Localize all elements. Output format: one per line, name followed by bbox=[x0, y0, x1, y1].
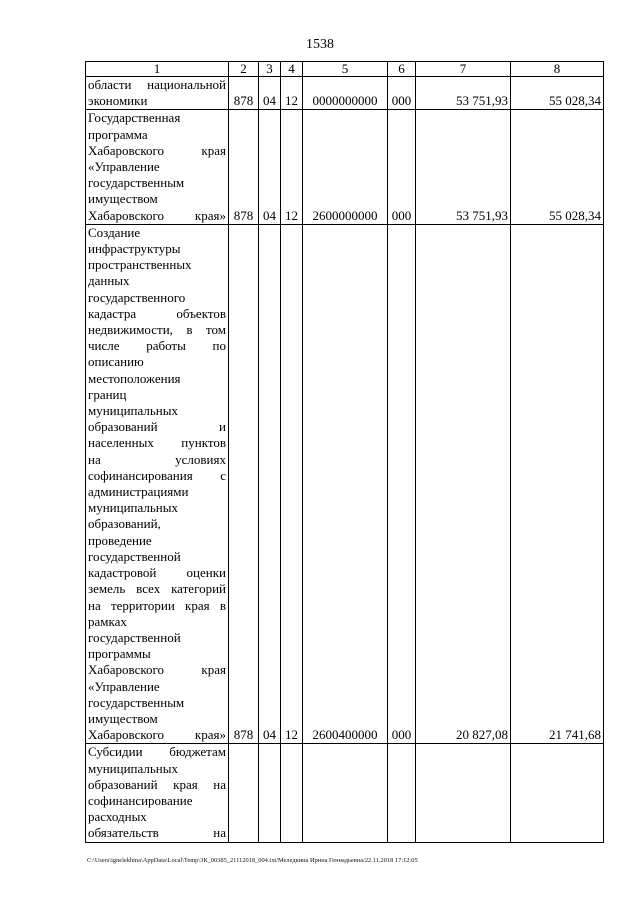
row-amount-year1: 53 751,93 bbox=[416, 110, 511, 224]
description-line: инфраструктуры bbox=[88, 241, 181, 257]
row-code-target: 0000000000 bbox=[303, 77, 388, 110]
description-line: на территории края в bbox=[88, 597, 226, 613]
description-line: муниципальных bbox=[88, 760, 179, 776]
description-line: числе работы по bbox=[88, 338, 226, 354]
row-description bbox=[86, 77, 229, 110]
description-line: местоположения bbox=[88, 370, 181, 386]
header-cell-1: 1 bbox=[86, 62, 229, 77]
header-cell-3: 3 bbox=[259, 62, 281, 77]
row-code-admin: 878 bbox=[229, 110, 259, 224]
description-line: на условиях bbox=[88, 451, 226, 467]
row-code-expense-type: 000 bbox=[388, 77, 416, 110]
description-line: государственной bbox=[88, 629, 181, 645]
table-header-row bbox=[86, 62, 604, 77]
description-line: «Управление bbox=[88, 159, 160, 175]
row-code-subsection: 12 bbox=[281, 110, 303, 224]
description-line: программа bbox=[88, 126, 148, 142]
row-description bbox=[86, 110, 229, 224]
description-line: Субсидии бюджетам bbox=[88, 744, 226, 760]
header-cell-5: 5 bbox=[303, 62, 388, 77]
row-code-expense-type bbox=[388, 744, 416, 842]
description-line: недвижимости, в том bbox=[88, 322, 226, 338]
row-description bbox=[86, 744, 229, 842]
file-path-footer: C:\Users\ignelekhina\AppData\Local\Temp\ЗК_00385_21112018_004.txt/Меледкина Ирина Геннадьевна/22.11.2018 17:12:05 bbox=[87, 857, 418, 864]
row-code-section: 04 bbox=[259, 224, 281, 744]
row-amount-year2: 55 028,34 bbox=[511, 110, 604, 224]
row-code-section bbox=[259, 744, 281, 842]
description-line: Хабаровского края» bbox=[88, 207, 226, 223]
row-code-admin: 878 bbox=[229, 224, 259, 744]
description-line: данных bbox=[88, 273, 130, 289]
budget-table bbox=[85, 61, 604, 843]
row-amount-year2 bbox=[511, 744, 604, 842]
description-line: государственным bbox=[88, 694, 185, 710]
description-line: государственного bbox=[88, 289, 186, 305]
description-line: рамках bbox=[88, 613, 127, 629]
description-line: Государственная bbox=[88, 110, 181, 126]
header-cell-4: 4 bbox=[281, 62, 303, 77]
header-cell-2: 2 bbox=[229, 62, 259, 77]
description-line: муниципальных bbox=[88, 500, 179, 516]
description-line: софинансирования с bbox=[88, 467, 226, 483]
table-row bbox=[86, 110, 604, 224]
description-line: расходных bbox=[88, 809, 147, 825]
description-line: софинансирование bbox=[88, 792, 193, 808]
table-row bbox=[86, 744, 604, 842]
header-cell-6: 6 bbox=[388, 62, 416, 77]
description-line: государственным bbox=[88, 175, 185, 191]
description-line: населенных пунктов bbox=[88, 435, 226, 451]
row-code-admin: 878 bbox=[229, 77, 259, 110]
description-line: земель всех категорий bbox=[88, 581, 226, 597]
description-line: кадастра объектов bbox=[88, 305, 226, 321]
description-line: Хабаровского края bbox=[88, 662, 226, 678]
description-line: образований, bbox=[88, 516, 161, 532]
row-code-section: 04 bbox=[259, 110, 281, 224]
description-line: муниципальных bbox=[88, 403, 179, 419]
row-code-target: 2600000000 bbox=[303, 110, 388, 224]
description-line: экономики bbox=[88, 93, 148, 109]
row-code-subsection: 12 bbox=[281, 224, 303, 744]
description-line: пространственных bbox=[88, 257, 192, 273]
table-row bbox=[86, 224, 604, 744]
row-amount-year1: 20 827,08 bbox=[416, 224, 511, 744]
description-line: обязательств на bbox=[88, 825, 226, 841]
description-line: администрациями bbox=[88, 484, 189, 500]
row-description bbox=[86, 224, 229, 744]
description-line: образований и bbox=[88, 419, 226, 435]
header-cell-7: 7 bbox=[416, 62, 511, 77]
row-code-target bbox=[303, 744, 388, 842]
row-amount-year2: 21 741,68 bbox=[511, 224, 604, 744]
description-line: имуществом bbox=[88, 710, 158, 726]
row-code-expense-type: 000 bbox=[388, 110, 416, 224]
description-line: области национальной bbox=[88, 77, 226, 92]
description-line: Хабаровского края» bbox=[88, 727, 226, 743]
row-code-expense-type: 000 bbox=[388, 224, 416, 744]
row-code-subsection: 12 bbox=[281, 77, 303, 110]
row-code-section: 04 bbox=[259, 77, 281, 110]
description-line: образований края на bbox=[88, 776, 226, 792]
description-line: государственной bbox=[88, 548, 181, 564]
description-line: кадастровой оценки bbox=[88, 565, 226, 581]
page-number: 1538 bbox=[306, 37, 334, 52]
description-line: «Управление bbox=[88, 678, 160, 694]
row-amount-year1 bbox=[416, 744, 511, 842]
description-line: программы bbox=[88, 646, 151, 662]
description-line: проведение bbox=[88, 532, 152, 548]
description-line: Хабаровского края bbox=[88, 142, 226, 158]
row-code-subsection bbox=[281, 744, 303, 842]
description-line: границ bbox=[88, 386, 127, 402]
row-code-admin bbox=[229, 744, 259, 842]
row-amount-year2: 55 028,34 bbox=[511, 77, 604, 110]
header-cell-8: 8 bbox=[511, 62, 604, 77]
description-line: Создание bbox=[88, 224, 141, 240]
description-line: имуществом bbox=[88, 191, 158, 207]
description-line: описанию bbox=[88, 354, 144, 370]
row-code-target: 2600400000 bbox=[303, 224, 388, 744]
row-amount-year1: 53 751,93 bbox=[416, 77, 511, 110]
table-row bbox=[86, 77, 604, 110]
